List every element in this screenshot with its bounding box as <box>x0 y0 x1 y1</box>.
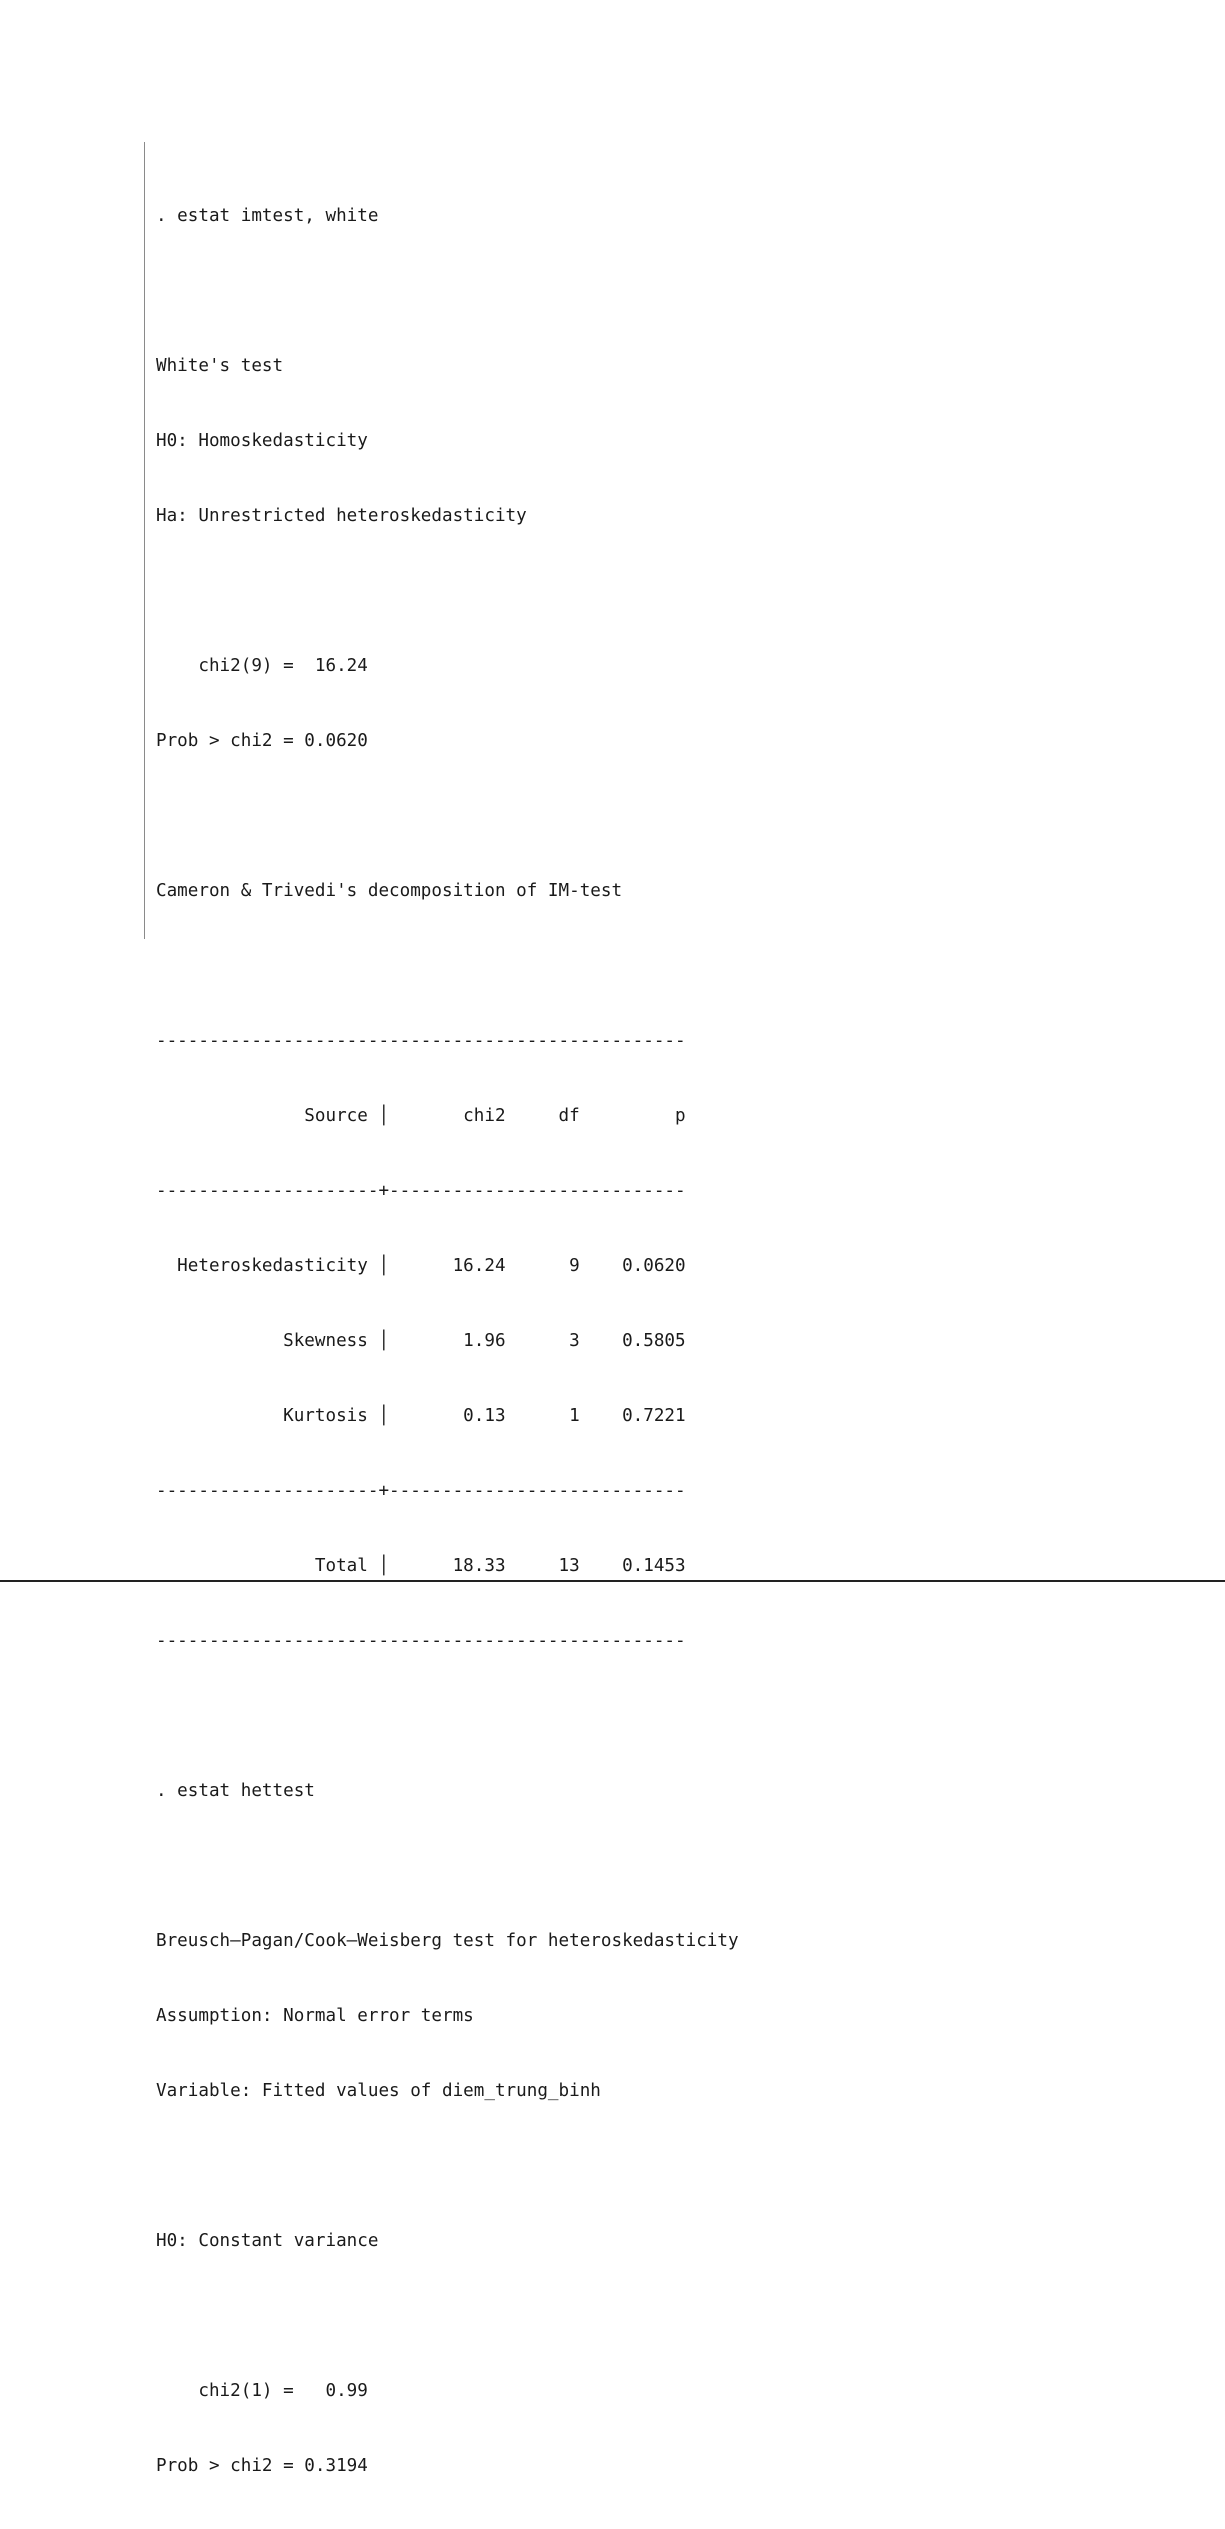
command-line-imtest: . estat imtest, white <box>156 206 379 226</box>
null-hypothesis: H0: Homoskedasticity <box>156 431 368 451</box>
table-rule-total: ---------------------+---------------------------- <box>156 1481 686 1501</box>
table-row-heteroskedasticity: Heteroskedasticity │ 16.24 9 0.0620 <box>156 1256 686 1276</box>
chi2-statistic: chi2(9) = 16.24 <box>156 656 368 676</box>
blank-line <box>156 1704 739 1729</box>
command-line-hettest: . estat hettest <box>156 1781 315 1801</box>
table-header-row: Source │ chi2 df p <box>156 1106 686 1126</box>
table-rule-bottom: -------------------------------------------------- <box>156 1631 686 1651</box>
page-bottom-divider <box>0 1580 1225 1582</box>
blank-line <box>156 279 739 304</box>
table-rule-header: ---------------------+---------------------------- <box>156 1181 686 1201</box>
assumption-line: Assumption: Normal error terms <box>156 2006 474 2026</box>
blank-line <box>156 2304 739 2329</box>
prob-value: Prob > chi2 = 0.0620 <box>156 731 368 751</box>
results-output-panel <box>144 142 845 2476</box>
blank-line <box>156 579 739 604</box>
alternative-hypothesis: Ha: Unrestricted heteroskedasticity <box>156 506 527 526</box>
table-row-skewness: Skewness │ 1.96 3 0.5805 <box>156 1331 686 1351</box>
blank-line <box>156 1854 739 1879</box>
test-title-breusch-pagan: Breusch–Pagan/Cook–Weisberg test for heteroskedasticity <box>156 1931 739 1951</box>
chi2-statistic-hettest: chi2(1) = 0.99 <box>156 2381 368 2401</box>
decomposition-title: Cameron & Trivedi's decomposition of IM-test <box>156 881 623 901</box>
table-row-total: Total │ 18.33 13 0.1453 <box>156 1556 686 1576</box>
prob-value-hettest: Prob > chi2 = 0.3194 <box>156 2456 368 2476</box>
variable-line: Variable: Fitted values of diem_trung_binh <box>156 2081 601 2101</box>
blank-line <box>156 954 739 979</box>
console-output <box>156 154 739 2529</box>
blank-line <box>156 804 739 829</box>
test-title-white: White's test <box>156 356 284 376</box>
blank-line <box>156 2154 739 2179</box>
null-hypothesis-constant-variance: H0: Constant variance <box>156 2231 379 2251</box>
table-rule-top: -------------------------------------------------- <box>156 1031 686 1051</box>
table-row-kurtosis: Kurtosis │ 0.13 1 0.7221 <box>156 1406 686 1426</box>
